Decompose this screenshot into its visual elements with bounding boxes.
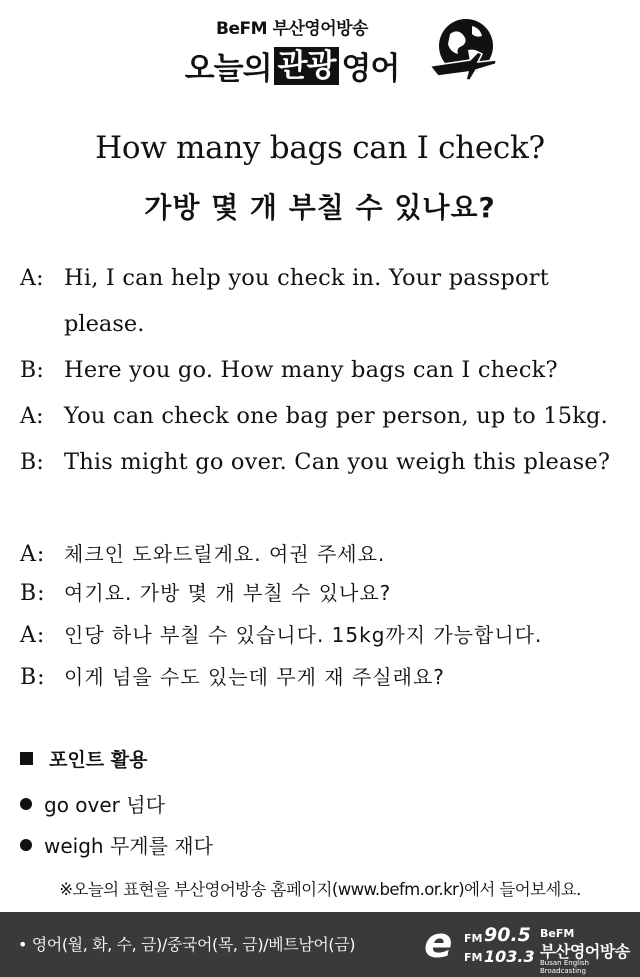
dot-bullet-icon: [20, 839, 32, 851]
square-bullet-icon: [20, 752, 33, 765]
dialogue-en-line-1: [20, 265, 625, 291]
logo-fm-label-1: FM: [464, 932, 483, 945]
dialogue-text: 여기요. 가방 몇 개 부칠 수 있나요?: [64, 581, 392, 605]
broadcast-schedule: • 영어(월, 화, 수, 금)/중국어(목, 금)/베트남어(금): [18, 935, 356, 954]
dialogue-text: Here you go. How many bags can I check?: [64, 357, 558, 383]
point-item-1: [20, 789, 165, 818]
header-text: [152, 14, 432, 88]
speaker-label: B:: [20, 581, 46, 606]
dialogue-ko-line-4: [20, 661, 625, 690]
point-item-text: weigh 무게를 재다: [44, 834, 213, 858]
dialogue-text: 체크인 도와드릴게요. 여권 주세요.: [64, 542, 386, 566]
show-title-pre: 오늘의: [184, 51, 272, 87]
speaker-label: B:: [20, 450, 44, 475]
speaker-label: A:: [20, 404, 44, 429]
title-english: How many bags can I check?: [95, 130, 545, 166]
globe-airplane-icon: [428, 16, 496, 90]
logo-fm-label-2: FM: [464, 951, 483, 964]
show-title-post: 영어: [341, 51, 400, 87]
speaker-label: A:: [20, 623, 46, 648]
show-title-box: 관광: [274, 47, 340, 85]
dialogue-text: This might go over. Can you weigh this please?: [64, 449, 611, 475]
dialogue-en-line-2: [20, 357, 625, 383]
dialogue-text: Hi, I can help you check in. Your passport: [64, 265, 549, 291]
dialogue-en-line-4: [20, 449, 625, 475]
logo-frequency-2: 103.3: [484, 947, 535, 966]
dialogue-text: 이게 넘을 수도 있는데 무게 재 주실래요?: [64, 665, 445, 689]
logo-subtitle: Busan English Broadcasting: [540, 959, 590, 975]
logo-brand: BeFM: [540, 927, 575, 940]
station-logo: [424, 918, 634, 975]
brand-name: BeFM 부산영어방송: [216, 19, 368, 39]
dot-bullet-icon: [20, 798, 32, 810]
dialogue-ko-line-2: [20, 577, 625, 606]
logo-frequency-1: 90.5: [484, 924, 531, 946]
point-heading-text: 포인트 활용: [49, 749, 148, 771]
dialogue-ko-line-3: [20, 619, 625, 648]
speaker-label: B:: [20, 665, 46, 690]
homepage-note: ※오늘의 표현을 부산영어방송 홈페이지(www.befm.or.kr)에서 들어보세요.: [59, 880, 581, 899]
dialogue-text: 인당 하나 부칠 수 있습니다. 15kg까지 가능합니다.: [64, 623, 543, 647]
show-title: [152, 43, 432, 88]
footer-bar: [0, 912, 640, 977]
logo-station-name: 부산영어방송: [540, 942, 630, 961]
header: [0, 0, 640, 110]
dialogue-en-line-1-cont: please.: [64, 311, 145, 337]
speaker-label: B:: [20, 358, 44, 383]
dialogue-ko-line-1: [20, 538, 625, 567]
point-item-2: [20, 830, 213, 859]
point-item-text: go over 넘다: [44, 793, 165, 817]
point-heading: [20, 745, 147, 772]
logo-e-mark: e: [424, 918, 453, 967]
dialogue-text: You can check one bag per person, up to 15kg.: [64, 403, 609, 429]
speaker-label: A:: [20, 542, 46, 567]
dialogue-en-line-3: [20, 403, 625, 429]
title-korean: 가방 몇 개 부칠 수 있나요?: [144, 191, 496, 224]
speaker-label: A:: [20, 266, 44, 291]
